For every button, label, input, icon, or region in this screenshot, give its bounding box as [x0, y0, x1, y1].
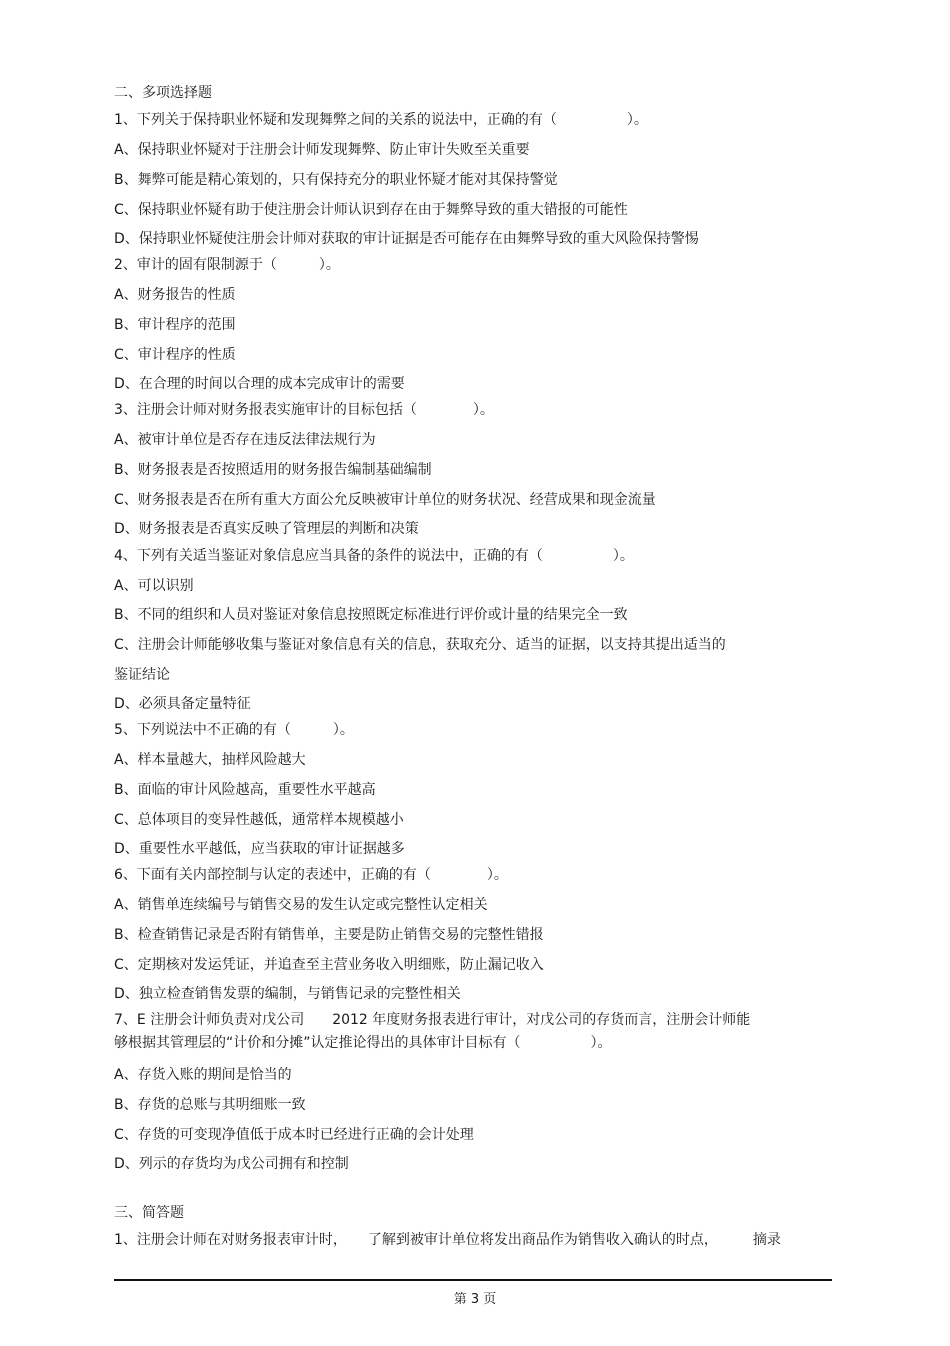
text-line: 1、下列关于保持职业怀疑和发现舞弊之间的关系的说法中，正确的有（ ）。 [114, 112, 648, 128]
text-line: 7、E 注册会计师负责对戊公司 2012 年度财务报表进行审计，对戊公司的存货而言，注册会计师能 [114, 1012, 751, 1028]
text-line: B、面临的审计风险越高，重要性水平越高 [114, 782, 376, 798]
text-line: C、注册会计师能够收集与鉴证对象信息有关的信息，获取充分、适当的证据，以支持其提出适当的 [114, 637, 726, 653]
text-line: A、可以识别 [114, 578, 194, 594]
text-line: D、重要性水平越低，应当获取的审计证据越多 [114, 841, 405, 857]
text-line: D、列示的存货均为戊公司拥有和控制 [114, 1156, 349, 1172]
text-line: C、保持职业怀疑有助于使注册会计师认识到存在由于舞弊导致的重大错报的可能性 [114, 202, 628, 218]
text-line: D、必须具备定量特征 [114, 696, 251, 712]
text-line: 二、多项选择题 [114, 85, 212, 101]
text-line: D、保持职业怀疑使注册会计师对获取的审计证据是否可能存在由舞弊导致的重大风险保持警惕 [114, 231, 699, 247]
section-heading: 三、简答题 [114, 1205, 184, 1221]
text-line: A、被审计单位是否存在违反法律法规行为 [114, 432, 376, 448]
text-line: 5、下列说法中不正确的有（ ）。 [114, 722, 354, 738]
text-line: C、存货的可变现净值低于成本时已经进行正确的会计处理 [114, 1127, 474, 1143]
text-line: 1、注册会计师在对财务报表审计时， 了解到被审计单位将发出商品作为销售收入确认的时点， 摘录 [114, 1232, 781, 1248]
text-line: C、财务报表是否在所有重大方面公允反映被审计单位的财务状况、经营成果和现金流量 [114, 492, 656, 508]
text-line: 3、注册会计师对财务报表实施审计的目标包括（ ）。 [114, 402, 494, 418]
text-line: B、财务报表是否按照适用的财务报告编制基础编制 [114, 462, 432, 478]
text-line: B、存货的总账与其明细账一致 [114, 1097, 306, 1113]
text-line: B、不同的组织和人员对鉴证对象信息按照既定标准进行评价或计量的结果完全一致 [114, 607, 628, 623]
text-line: D、财务报表是否真实反映了管理层的判断和决策 [114, 521, 419, 537]
text-line: C、审计程序的性质 [114, 347, 236, 363]
text-line: A、保持职业怀疑对于注册会计师发现舞弊、防止审计失败至关重要 [114, 142, 530, 158]
text-line: C、总体项目的变异性越低，通常样本规模越小 [114, 812, 404, 828]
footer-rule [114, 1279, 832, 1281]
text-line: D、在合理的时间以合理的成本完成审计的需要 [114, 376, 405, 392]
text-line: 鉴证结论 [114, 667, 170, 683]
text-line: 够根据其管理层的“计价和分摊”认定推论得出的具体审计目标有（ ）。 [114, 1035, 612, 1051]
text-line: A、样本量越大，抽样风险越大 [114, 752, 306, 768]
text-line: 4、下列有关适当鉴证对象信息应当具备的条件的说法中，正确的有（ ）。 [114, 548, 634, 564]
text-line: A、财务报告的性质 [114, 287, 236, 303]
page-number: 第 3 页 [453, 1292, 497, 1307]
text-line: A、销售单连续编号与销售交易的发生认定或完整性认定相关 [114, 897, 488, 913]
text-line: 2、审计的固有限制源于（ ）。 [114, 257, 340, 273]
text-line: 6、下面有关内部控制与认定的表述中，正确的有（ ）。 [114, 867, 508, 883]
text-line: C、定期核对发运凭证，并追查至主营业务收入明细账，防止漏记收入 [114, 957, 544, 973]
text-line: B、审计程序的范围 [114, 317, 236, 333]
text-line: A、存货入账的期间是恰当的 [114, 1067, 292, 1083]
text-line: B、舞弊可能是精心策划的，只有保持充分的职业怀疑才能对其保持警觉 [114, 172, 558, 188]
text-line: D、独立检查销售发票的编制，与销售记录的完整性相关 [114, 986, 461, 1002]
text-line: B、检查销售记录是否附有销售单，主要是防止销售交易的完整性错报 [114, 927, 544, 943]
